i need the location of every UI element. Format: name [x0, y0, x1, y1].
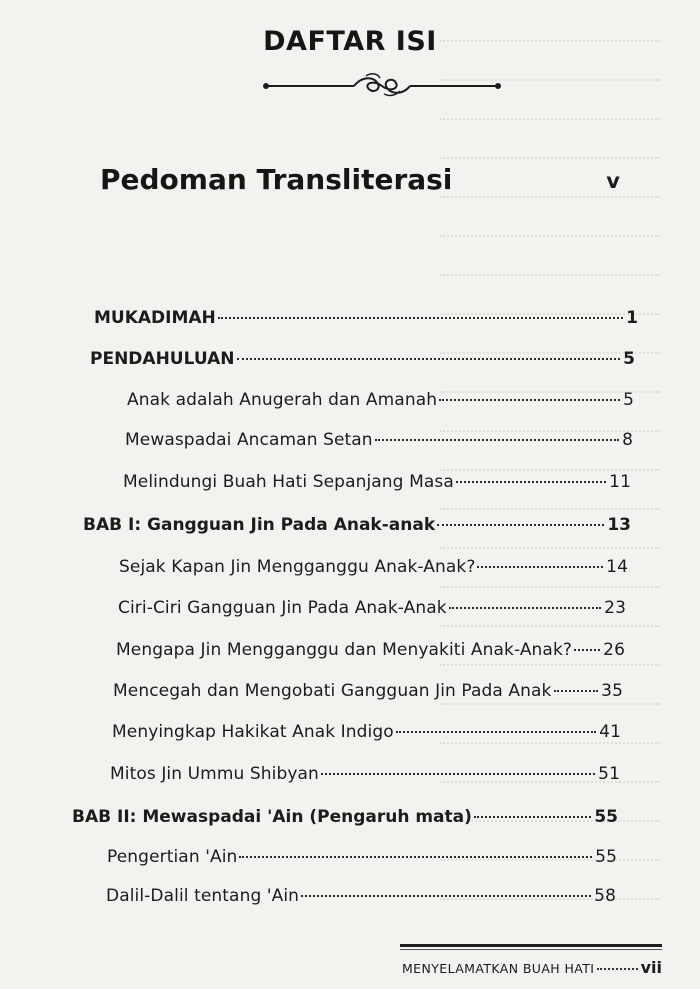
dot-leader	[597, 968, 637, 970]
dot-leader	[218, 317, 623, 319]
dot-leader	[301, 895, 591, 897]
toc-label: Anak adalah Anugerah dan Amanah	[127, 390, 438, 410]
toc-label: Sejak Kapan Jin Mengganggu Anak-Anak?	[119, 557, 476, 577]
toc-page: 55	[595, 847, 617, 867]
toc-entry-mukadimah	[94, 308, 638, 338]
toc-entry-subsection	[119, 557, 628, 587]
toc-label: MUKADIMAH	[94, 308, 216, 328]
toc-entry-subsection	[116, 640, 625, 670]
dot-leader	[237, 358, 621, 360]
toc-page: 13	[607, 515, 631, 535]
dot-leader	[554, 690, 599, 692]
transliteration-label: Pedoman Transliterasi	[100, 163, 453, 196]
toc-page: 14	[606, 557, 628, 577]
toc-entry-subsection	[127, 390, 634, 420]
toc-entry-subsection	[107, 847, 617, 877]
page-footer	[402, 958, 662, 977]
toc-entry-bab-1	[83, 515, 631, 545]
dot-leader	[396, 731, 596, 733]
toc-page: 58	[594, 886, 616, 906]
footer-rule	[400, 944, 662, 947]
toc-page: 5	[623, 390, 634, 410]
dot-leader	[456, 481, 606, 483]
toc-page: 8	[622, 430, 633, 450]
toc-label: Mewaspadai Ancaman Setan	[125, 430, 373, 450]
dot-leader	[239, 856, 592, 858]
toc-entry-subsection	[125, 430, 633, 460]
dot-leader	[439, 399, 620, 401]
toc-page: 11	[609, 472, 631, 492]
toc-label: Dalil-Dalil tentang 'Ain	[106, 886, 300, 906]
toc-label: Mengapa Jin Mengganggu dan Menyakiti Anak-Anak?	[116, 640, 573, 660]
toc-page: 51	[598, 764, 620, 784]
toc-page: 55	[594, 807, 618, 827]
toc-label: PENDAHULUAN	[90, 349, 235, 369]
toc-page: 35	[601, 681, 623, 701]
transliteration-entry	[100, 163, 620, 203]
footer-rule-thin	[400, 949, 662, 950]
toc-page: 26	[603, 640, 625, 660]
toc-label: BAB II: Mewaspadai 'Ain (Pengaruh mata)	[72, 807, 472, 827]
dot-leader	[449, 607, 601, 609]
toc-label: Melindungi Buah Hati Sepanjang Masa	[123, 472, 454, 492]
transliteration-page: v	[606, 169, 620, 193]
toc-page: 5	[623, 349, 635, 369]
toc-entry-subsection	[112, 722, 621, 752]
toc-entry-subsection	[113, 681, 623, 711]
dot-leader	[574, 649, 600, 651]
footer-book-title: MENYELAMATKAN BUAH HATI	[402, 961, 595, 976]
flourish-divider-icon	[262, 70, 502, 98]
toc-entry-subsection	[110, 764, 620, 794]
dot-leader	[477, 566, 603, 568]
toc-entry-pendahuluan	[90, 349, 635, 379]
toc-label: Mitos Jin Ummu Shibyan	[110, 764, 319, 784]
dot-leader	[474, 816, 591, 818]
dot-leader	[321, 773, 595, 775]
toc-entry-subsection	[123, 472, 631, 502]
dot-leader	[437, 524, 604, 526]
toc-page: 23	[604, 598, 626, 618]
toc-label: BAB I: Gangguan Jin Pada Anak-anak	[83, 515, 436, 535]
toc-page: 41	[599, 722, 621, 742]
toc-label: Pengertian 'Ain	[107, 847, 238, 867]
toc-label: Menyingkap Hakikat Anak Indigo	[112, 722, 394, 742]
toc-entry-subsection	[106, 886, 616, 916]
toc-label: Ciri-Ciri Gangguan Jin Pada Anak-Anak	[118, 598, 447, 618]
toc-entry-subsection	[118, 598, 626, 628]
dot-leader	[375, 439, 619, 441]
toc-page: 1	[626, 308, 638, 328]
toc-label: Mencegah dan Mengobati Gangguan Jin Pada Anak	[113, 681, 552, 701]
toc-entry-bab-2	[72, 807, 618, 837]
footer-page-number: vii	[640, 958, 662, 977]
page-title: DAFTAR ISI	[263, 26, 437, 57]
